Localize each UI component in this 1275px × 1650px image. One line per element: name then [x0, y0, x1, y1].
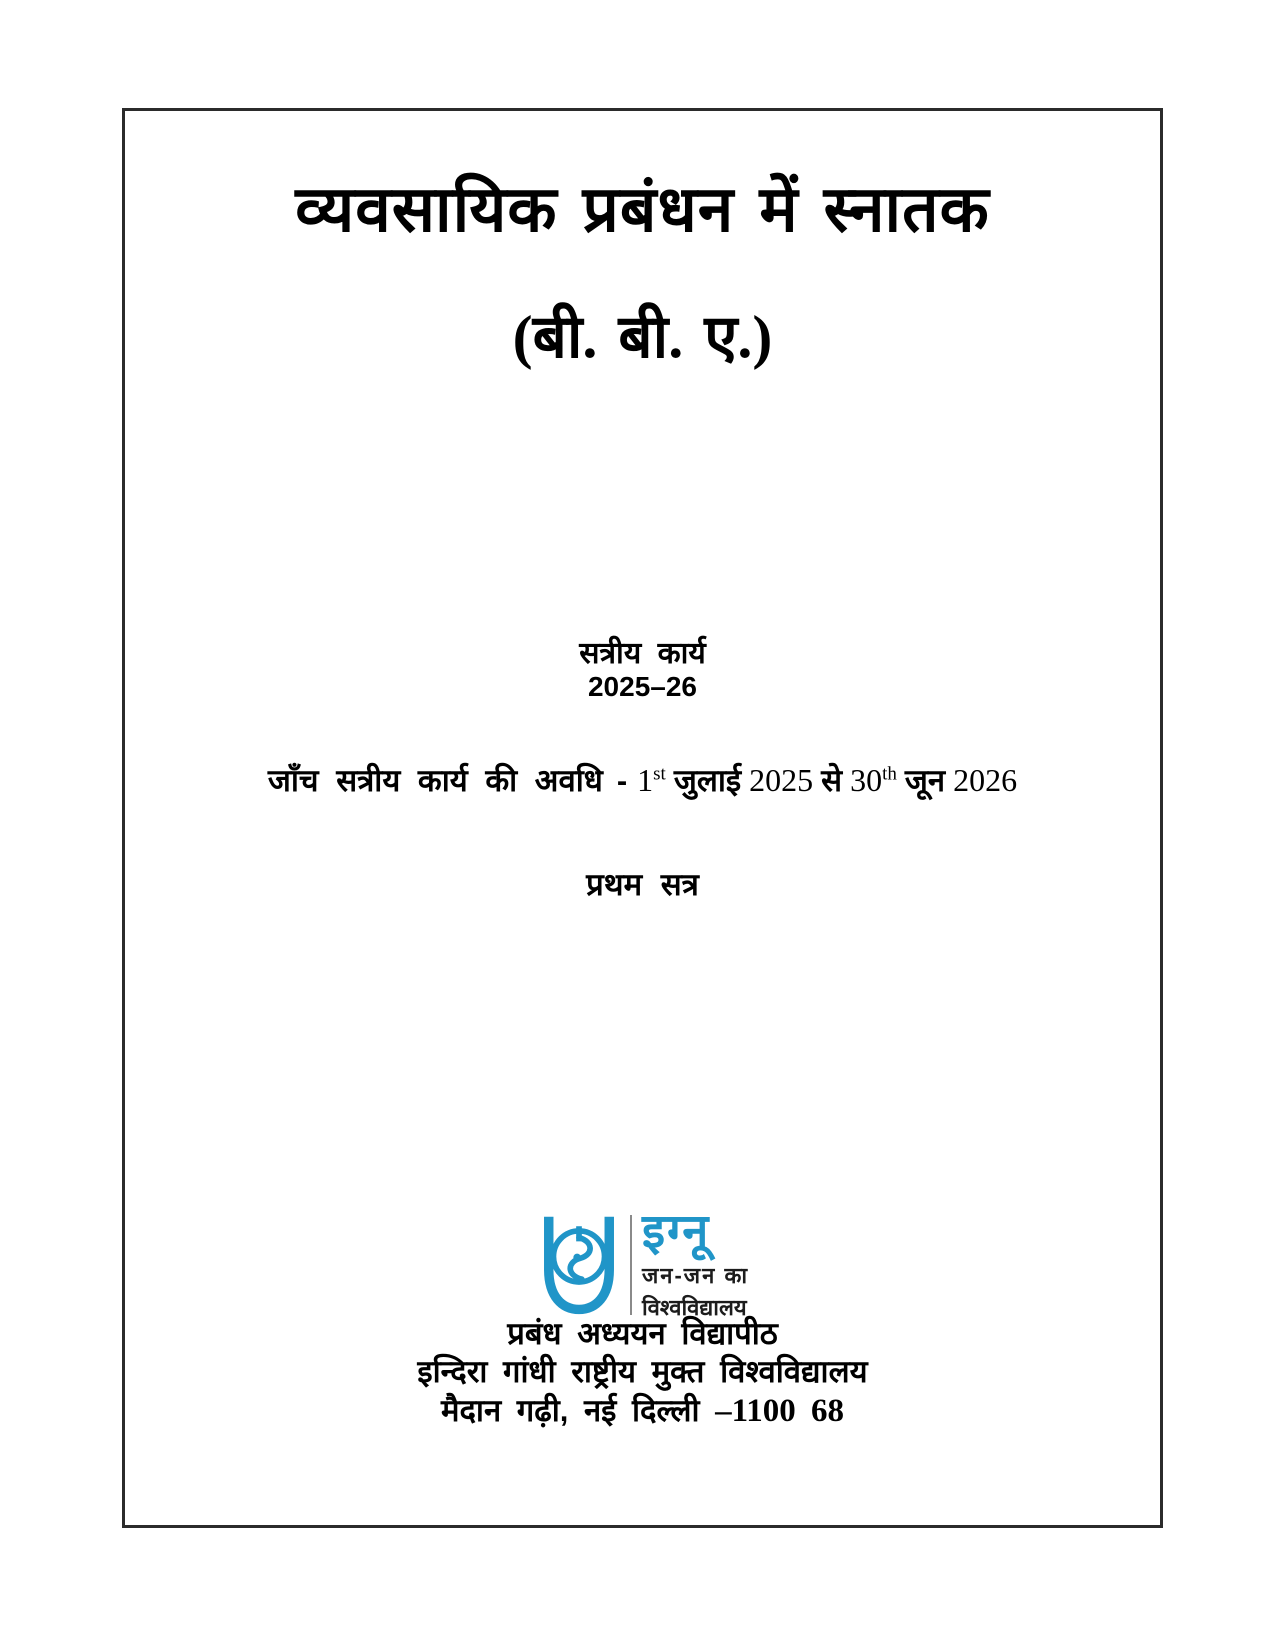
assignment-period-line — [125, 759, 1160, 801]
logo-tagline-line2: विश्वविद्यालय — [641, 1295, 747, 1320]
document-title: व्यवसायिक प्रबंधन में स्नातक — [295, 174, 990, 245]
school-name: प्रबंध अध्ययन विद्यापीठ — [507, 1316, 778, 1351]
period-end-year: 2026 — [953, 762, 1018, 798]
period-start-day: 1 — [637, 762, 654, 798]
footer-block — [125, 1315, 1160, 1432]
period-start-day-suffix: st — [653, 763, 666, 785]
period-label: जाँच सत्रीय कार्य की अवधि — [267, 763, 603, 798]
session-year: 2025–26 — [587, 671, 697, 702]
ignou-logo — [125, 1204, 1160, 1322]
period-start-month: जुलाई — [673, 763, 742, 798]
university-address — [125, 1391, 1160, 1432]
assignment-label: सत्रीय कार्य — [579, 637, 706, 670]
address-text: मैदान गढ़ी, नई दिल्ली — [440, 1393, 700, 1429]
period-separator: - — [616, 763, 628, 798]
university-name: इन्दिरा गांधी राष्ट्रीय मुक्त विश्वविद्यालय — [417, 1354, 868, 1390]
period-end-day-suffix: th — [882, 763, 897, 785]
period-start-year: 2025 — [749, 762, 814, 798]
address-pincode: –1100 68 — [715, 1393, 845, 1430]
semester-label: प्रथम सत्र — [586, 867, 699, 902]
period-end-day: 30 — [850, 762, 883, 798]
period-end-month: जून — [904, 763, 946, 798]
period-connector: से — [821, 763, 843, 798]
document-subtitle: (बी. बी. ए.) — [512, 304, 773, 370]
page-border — [122, 108, 1163, 1528]
ignou-emblem-icon — [536, 1213, 622, 1317]
logo-tagline-line1: जन-जन का — [641, 1263, 750, 1288]
logo-divider — [630, 1215, 632, 1315]
ignou-acronym: इग्नू — [641, 1204, 711, 1257]
